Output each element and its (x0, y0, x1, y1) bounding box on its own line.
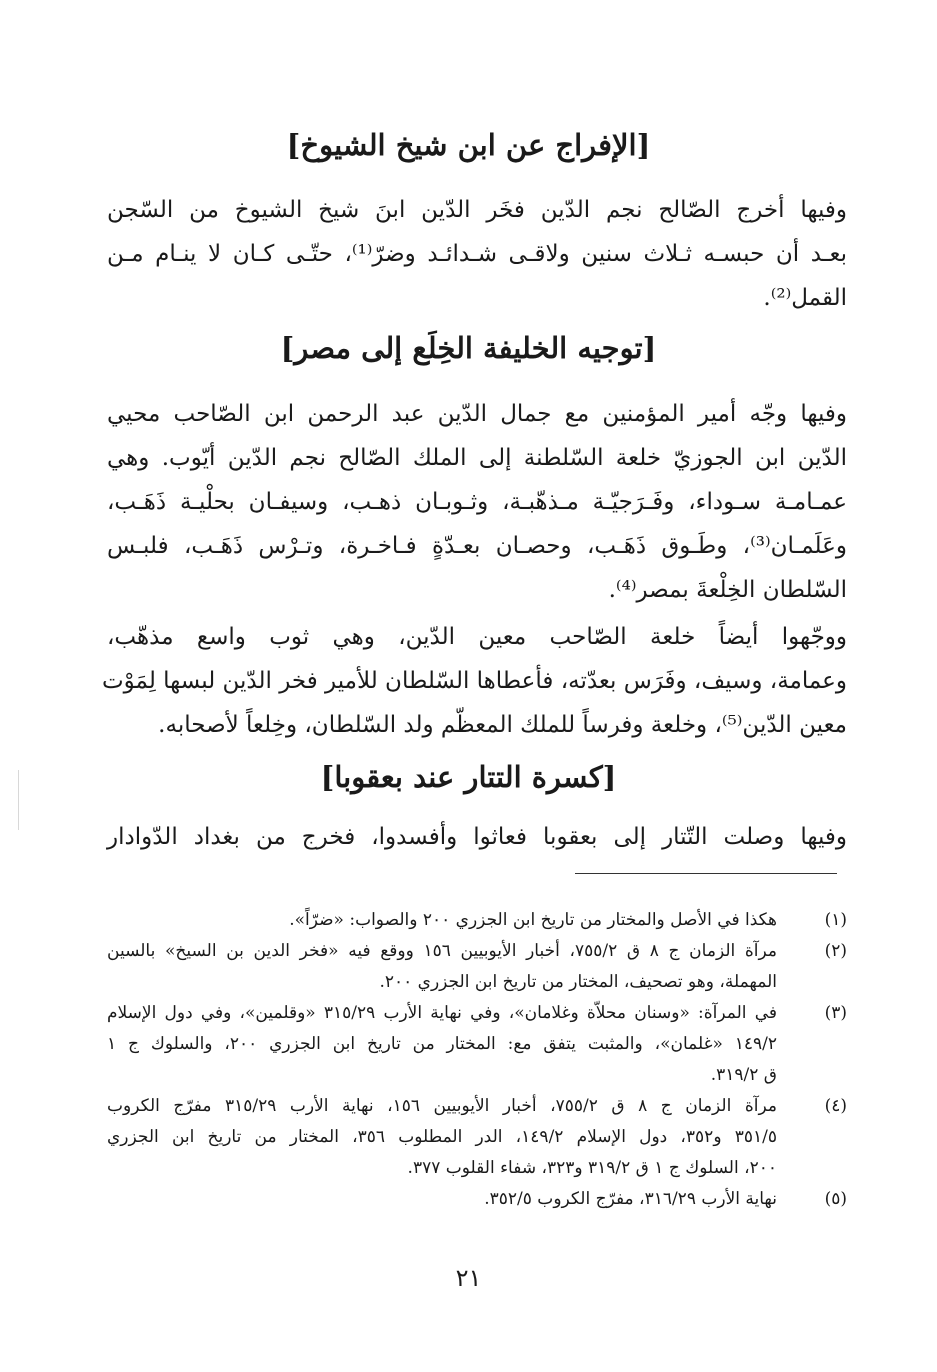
footnote-number: (٥) (824, 1189, 847, 1209)
footnote-4 (107, 1091, 847, 1184)
text-line: عمـامـة سـوداء، وفَـرَجيّـة مـذهّبـة، وثـوبـان ذهـب، وسيفـان بحلْيـة ذَهَـب، (107, 489, 847, 515)
footnote-5 (107, 1184, 847, 1215)
footnote-line: ٢٠٠، السلوك ج ١ ق ٣١٩/٢ و٣٢٣، شفاء القلوب ٣٧٧. (407, 1158, 777, 1178)
text-line: السّلطان الخِلْعةَ بمصر⁽⁴⁾. (608, 577, 847, 603)
text-line: وفيها وجّه أمير المؤمنين مع جمال الدّين عبد الرحمن ابن الصّاحب محيي (107, 401, 847, 427)
footnote-line: ق ٣١٩/٢. (710, 1065, 777, 1085)
footnote-separator (575, 873, 837, 874)
footnote-2 (107, 936, 847, 998)
footnotes (107, 905, 847, 1215)
footnote-line: المهملة، وهو تصحيف، المختار من تاريخ ابن الجزري ٢٠٠. (379, 972, 777, 992)
section-heading-tatars: [كسرة التتار عند بعقوبا] (320, 760, 617, 794)
footnote-line: مرآة الزمان ج ٨ ق ٧٥٥/٢، أخبار الأيوبيين ١٥٦، نهاية الأرب ٣١٥/٢٩ مفرّج الكروب (107, 1096, 777, 1116)
footnote-number: (٣) (824, 1003, 847, 1023)
footnote-line: نهاية الأرب ٣١٦/٢٩، مفرّج الكروب ٣٥٢/٥. (484, 1189, 777, 1209)
footnote-line: هكذا في الأصل والمختار من تاريخ ابن الجزري ٢٠٠ والصواب: «ضرّاً». (289, 910, 777, 930)
text-line: ووجّهوا أيضاً خلعة الصّاحب معين الدّين، وهي ثوب واسع مذهّب، (107, 624, 847, 650)
text-line: وعمامة، وسيف، وفَرَس بعدّته، فأعطاها السّلطان للأمير فخر الدّين لبسها لِمَوْت (101, 668, 847, 694)
text-line: الدّين ابن الجوزيّ خلعة السّلطنة إلى الملك الصّالح نجم الدّين أيّوب. وهي (107, 445, 847, 471)
text-line: معين الدّين⁽⁵⁾، وخلعة وفرساً للملك المعظّم ولد السّلطان، وخِلعاً لأصحابه. (158, 712, 847, 738)
footnote-1 (107, 905, 847, 936)
footnote-text (107, 1184, 777, 1215)
paragraph-release (107, 188, 847, 320)
footnote-text (107, 905, 777, 936)
text-line: وعَلَمـان⁽³⁾، وطَـوق ذَهَـب، وحصـان بعـدّةٍ فـاخـرة، وتـرْس ذَهَـب، فلبـس (107, 533, 847, 559)
footnote-number: (٢) (824, 941, 847, 961)
section-heading-release: [الإفراج عن ابن شيخ الشيوخ] (286, 128, 651, 162)
section-heading-robes: [توجيه الخليفة الخِلَع إلى مصر] (280, 331, 657, 365)
footnote-line: في المرآة: «وسنان محلاّة وغلامان»، وفي نهاية الأرب ٣١٥/٢٩ «وقلمين»، وفي دول الإسلام (107, 1003, 777, 1023)
paragraph-tatars (107, 815, 847, 859)
footnote-line: ٣٥١/٥ و٣٥٢، دول الإسلام ١٤٩/٢، الدر المطلوب ٣٥٦، المختار من تاريخ ابن الجزري (107, 1127, 777, 1147)
text-line: وفيها أخرج الصّالح نجم الدّين فخَر الدّين ابنَ شيخ الشيوخ من السّجن (107, 197, 847, 223)
text-line: القمل⁽²⁾. (763, 285, 847, 311)
footnote-text (107, 936, 777, 998)
footnote-line: ١٤٩/٢ «غلمان»، والمثبت يتفق مع: المختار من تاريخ ابن الجزري ٢٠٠، والسلوك ج ١ (107, 1034, 778, 1054)
footnote-3 (107, 998, 847, 1091)
paragraph-robes-2 (101, 615, 847, 747)
text-line: وفيها وصلت التّتار إلى بعقوبا فعاثوا وأفسدوا، فخرج من بغداد الدّوادار (107, 824, 847, 850)
footnote-line: مرآة الزمان ج ٨ ق ٧٥٥/٢، أخبار الأيوبيين ١٥٦ ووقع فيه «فخر الدين بن السيخ» بالسين (107, 941, 777, 961)
footnote-text (107, 998, 777, 1091)
text-line: بعـد أن حبسـه ثـلاث سنين ولاقـى شـدائـد وضرّ⁽¹⁾، حتّـى كـان لا ينـام مـن (107, 241, 847, 267)
paragraph-robes-1 (107, 392, 847, 612)
page-number: ٢١ (455, 1264, 482, 1292)
footnote-number: (٤) (824, 1096, 847, 1116)
footnote-text (107, 1091, 777, 1184)
footnote-number: (١) (824, 910, 847, 930)
